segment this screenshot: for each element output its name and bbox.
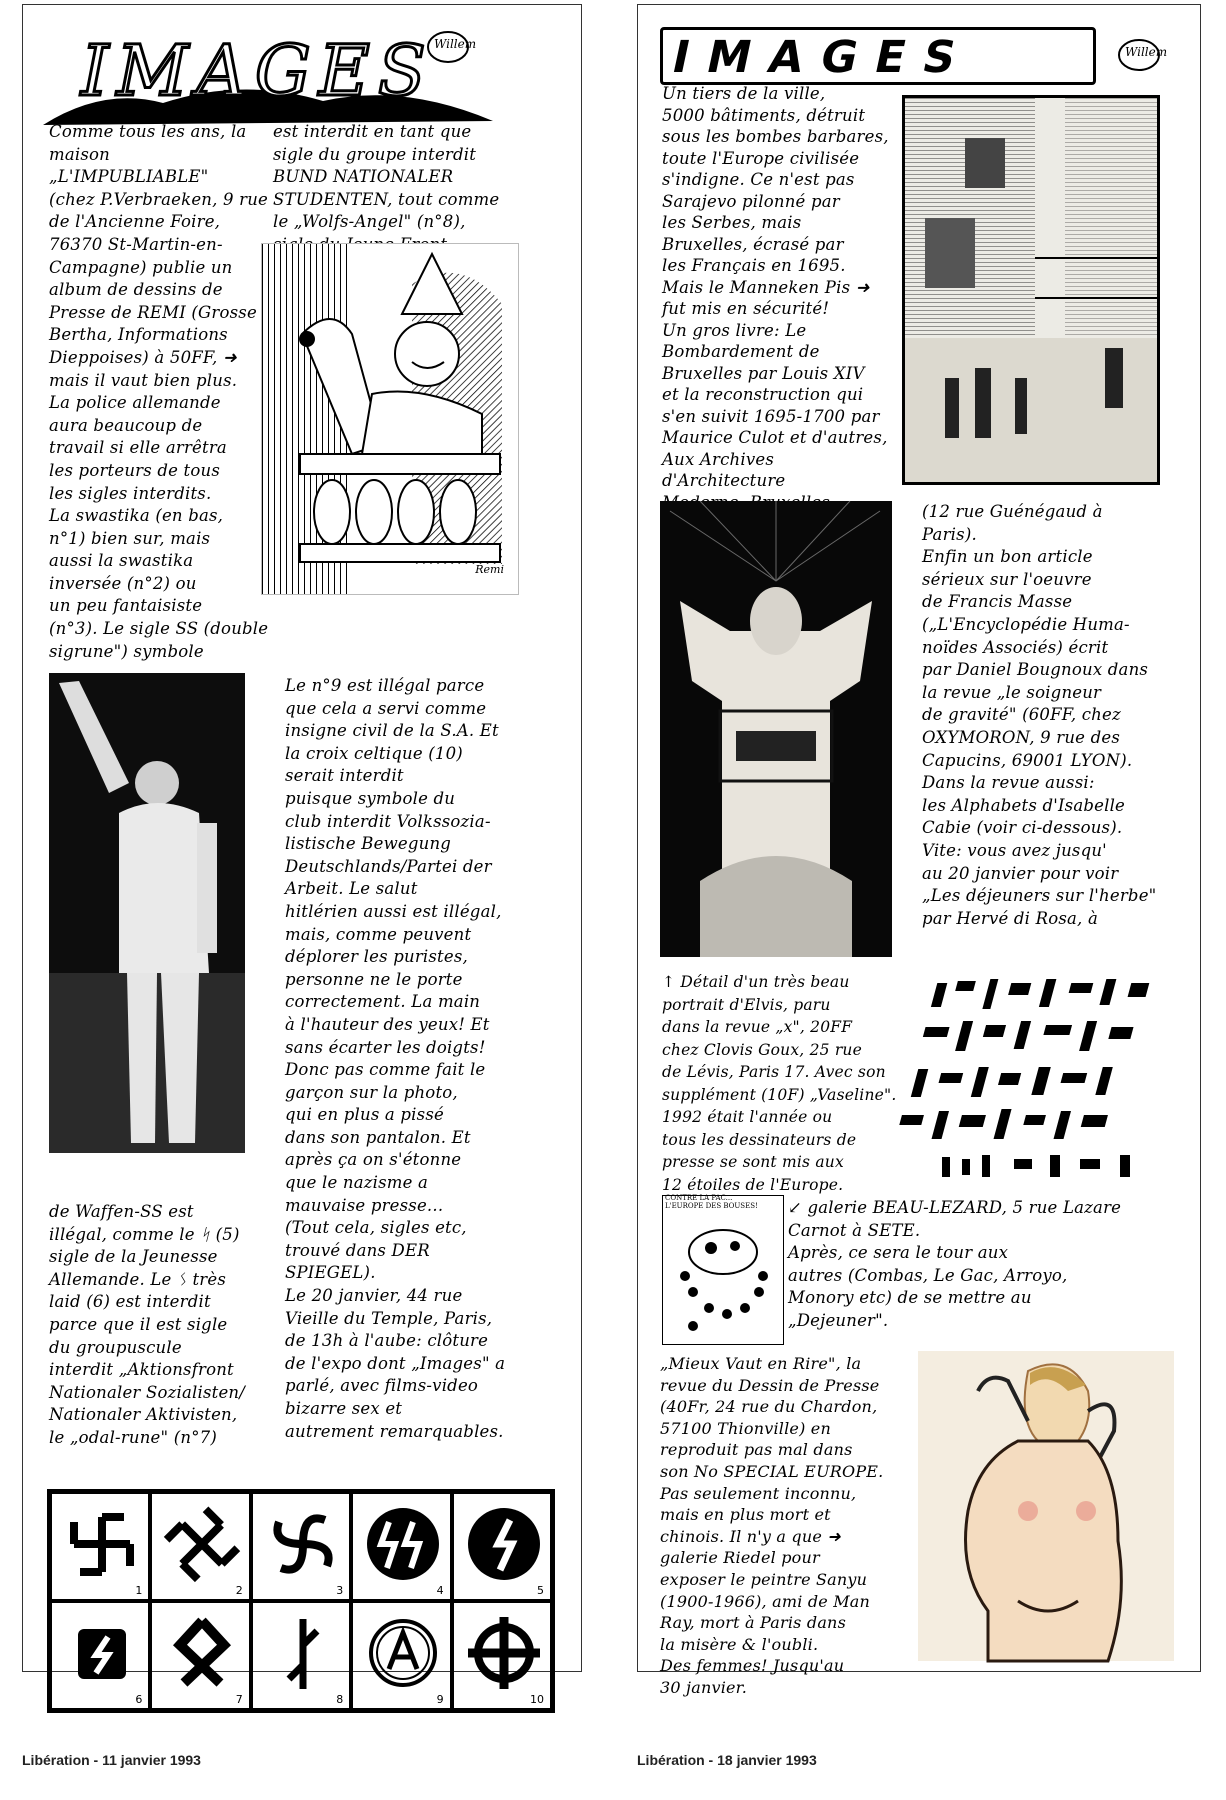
forbidden-symbols-grid <box>47 1489 555 1713</box>
right-signature-logo <box>1116 35 1168 75</box>
right-article-column-1-top: Un tiers de la ville, 5000 bâtiments, détruit sous les bombes barbares, toute l'Europe civilisée s'indigne. Ce n'est pas Sarajevo pilonné par les Serbes, mais Bruxelles, écrasé par les Français en 1695. Mais le Manneken Pis ➜ fut mis en sécurité! Un gros livre: Le Bombardement de Bruxelles par Louis XIV et la reconstruction qui s'en suivit 1695-1700 par Maurice Culot et d'autres, Aux Archives d'Architecture <box>662 84 889 490</box>
symbol-number: 4 <box>436 1584 444 1597</box>
symbol-number: 3 <box>336 1584 344 1597</box>
right-signature-text: Willem <box>1125 45 1168 59</box>
left-page <box>22 4 582 1706</box>
right-article-column-1-middle: ↑ Détail d'un très beau portrait d'Elvis, paru dans la revue „x", 20FF chez Clovis Goux, 25 rue de Lévis, Paris 17. Avec son supplément (10F) „Vaseline". 1992 était l'année ou tous les dessinateurs de presse se sont mis aux 12 étoiles de l'Europe. <box>662 973 897 1194</box>
right-article-column-1-bottom: „Mieux Vaut en Rire", la revue du Dessin de Presse (40Fr, 24 rue du Chardon, 57100 Thionville) en reproduit pas mal dans son No SPECIAL EUROPE. Pas seulement inconnu, mais en plus mort et chinois. Il n'y a que ➜ galerie Riedel pour exposer le peintre Sanyu (1900-1966), ami de Man Ray, mort à Paris dans la misère & l'oubli. Des femmes! Jusqu'au 30 janvier. <box>660 1354 884 1697</box>
symbol-wolfsangel <box>251 1601 351 1710</box>
left-article-column-1-bottom: de Waffen-SS est illégal, comme le ᛋ (5) sigle de la Jeunesse Allemande. Le ᛊ très laid (6) est interdit parce que il est sigle du groupuscule interdit „Aktionsfront Nationaler Sozialisten/ Nationaler Aktivisten, le „odal-rune" (n°7) <box>49 1202 246 1447</box>
left-article-column-1: Comme tous les ans, la maison „L'IMPUBLIABLE" (chez P.Verbraeken, 9 rue de l'Ancienne Foire, 76370 St-Martin-en- Campagne) publie un album de dessins de Presse de REMI (Grosse Bertha, Informations Dieppoises) à 50FF, ➜ mais il vaut bien plus. La police allemande aura beaucoup de travail si elle arrêtra les porteurs de tous les sigles interdits. La swastika (en bas, n°1) bien sur, mais aussi la swastika inversée (n°2) ou un peu fantaisiste (n°3). Le sigle SS (double sigrune") symbole <box>49 122 269 661</box>
symbol-inverted-swastika <box>150 1492 250 1601</box>
elvis-portrait <box>660 501 892 957</box>
sanyu-nude-painting <box>918 1351 1174 1661</box>
europe-cartoon <box>662 1195 784 1345</box>
right-caption: Libération - 18 janvier 1993 <box>637 1752 817 1768</box>
symbol-number: 2 <box>235 1584 243 1597</box>
symbol-sa-emblem <box>351 1601 451 1710</box>
left-article-column-2-top: est interdit en tant que sigle du groupe interdit BUND NATIONALER STUDENTEN, tout comme le „Wolfs-Angel" (n°8), <box>273 122 500 232</box>
right-title-text: IMAGES <box>667 32 979 83</box>
symbol-number: 6 <box>135 1693 143 1706</box>
symbol-number: 10 <box>530 1693 544 1706</box>
saluting-man-photo <box>49 673 245 1153</box>
symbol-curved-swastika <box>251 1492 351 1601</box>
symbol-number: 9 <box>436 1693 444 1706</box>
right-article-column-2-middle: (12 rue Guénégaud à Paris). Enfin un bon article sérieux sur l'oeuvre de Francis Masse („L'Encyclopédie Huma- noïdes Associés) écrit par Daniel Bougnoux dans la revue „le soigneur de gravité" (60FF, chez OXYMORON, 9 rue des Capucins, 69001 LYON). Dans la revue aussi: les Alphabets d'Isabelle Cabie (voir ci-dessous). Vite: vous avez jusqu' au 20 janvier pour voir „Les déjeuners sur l'herbe" par Hervé di Rosa, à <box>922 502 1157 928</box>
left-title-text: IMAGES <box>81 30 434 112</box>
right-article-column-2-lower: ↙ galerie BEAU-LEZARD, 5 rue Lazare Carnot à SETE. Après, ce sera le tour aux autres (Combas, Le Gac, Arroyo, Monory etc) de se mettre au „Dejeuner". <box>788 1198 1122 1330</box>
left-signature-logo <box>425 27 477 67</box>
images-title-box <box>660 27 1096 85</box>
cartoon-signature: Remi <box>475 563 504 576</box>
pope-cartoon <box>261 243 519 595</box>
left-article-column-2-middle: Le n°9 est illégal parce que cela a servi comme insigne civil de la S.A. Et la croix celtique (10) serait interdit puisque symbole du club interdit Volkssozia- listische Bewegung Deutschlands/Partei der Arbeit. Le salut hitlérien aussi est illégal, mais, comme peuvent déplorer les puristes, personne ne le porte correctement. La main à l'hauteur des yeux! Et sans écarter les doigts! Donc pas comme fait le garçon sur la photo, qui en plus a pissé dans son pantalon. Et après ça on s'étonne que le nazisme a mauvaise presse... (Tout cela, sigles etc, trouvé dans DER SPIEGEL). Le 20 janvier, 44 rue Vieille du Temple, Paris, de 13h à l'aube: clôture de l'expo dont „Images" a parlé, avec films-video bizarre sex et autrement remarquables. <box>285 676 506 1441</box>
symbol-ss-runes <box>351 1492 451 1601</box>
symbol-number: 7 <box>235 1693 243 1706</box>
symbol-odal-rune <box>150 1601 250 1710</box>
isabelle-cabie-alphabet <box>930 973 1174 1191</box>
symbol-celtic-cross <box>452 1601 552 1710</box>
left-signature-text: Willem <box>434 37 477 51</box>
symbol-number: 8 <box>336 1693 344 1706</box>
symbol-number: 5 <box>537 1584 544 1597</box>
left-caption: Libération - 11 janvier 1993 <box>22 1752 201 1768</box>
symbol-wolfsangel-square <box>50 1601 150 1710</box>
symbol-number: 1 <box>135 1584 143 1597</box>
europe-cartoon-caption: CONTRE LA PAC... L'EUROPE DES BOUSES! <box>665 1194 758 1210</box>
brussels-engraving <box>902 95 1160 485</box>
symbol-swastika <box>50 1492 150 1601</box>
symbol-sigrune <box>452 1492 552 1601</box>
right-page <box>637 4 1201 1697</box>
